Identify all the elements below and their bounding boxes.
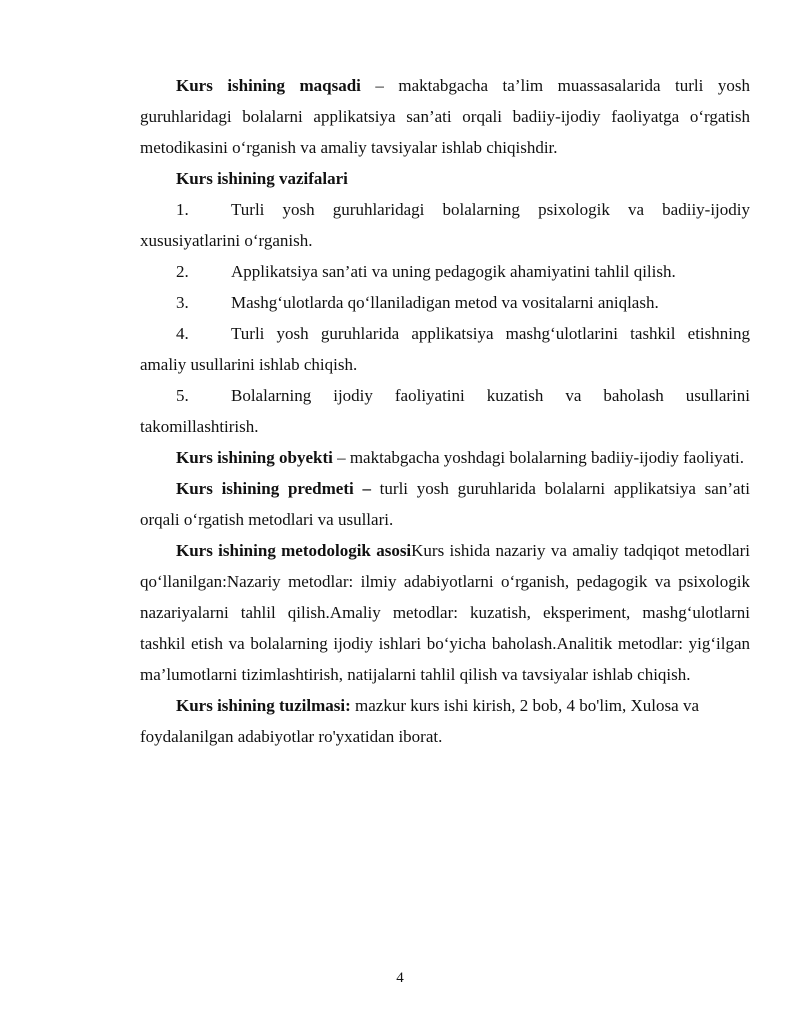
task-text: Applikatsiya san’ati va uning pedagogik ahamiyatini tahlil qilish.: [231, 262, 676, 281]
paragraph-predmeti: [140, 473, 750, 535]
task-text: Turli yosh guruhlarida applikatsiya mashg‘ulotlarini tashkil etishning amaliy usullarini ishlab chiqish.: [140, 324, 750, 374]
paragraph-obyekti: [140, 442, 750, 473]
obyekti-heading: Kurs ishining obyekti: [176, 448, 333, 467]
metodologik-text: Kurs ishida nazariy va amaliy tadqiqot metodlari qo‘llanilgan:Nazariy metodlar: ilmiy adabiyotlarni o‘rganish, pedagogik va psixologik nazariyalarni tahlil qilish.Amaliy metodlar: kuzatish, eksperiment, mashg‘ulotlarni tashkil etish va bolalarning ijodiy ishlari bo‘yicha baholash.Analitik metodlar: yig‘ilgan ma’lumotlarni tizimlashtirish, natijalarni tahlil qilish va tavsiyalar ishlab chiqish.: [140, 541, 750, 684]
document-body: [140, 70, 750, 752]
paragraph-tuzilmasi: [140, 690, 750, 752]
task-text: Bolalarning ijodiy faoliyatini kuzatish va baholash usullarini takomillashtirish.: [140, 386, 750, 436]
task-item: [140, 194, 750, 256]
paragraph-vazifalari: [140, 163, 750, 194]
vazifalari-heading: Kurs ishining vazifalari: [176, 169, 348, 188]
obyekti-text: – maktabgacha yoshdagi bolalarning badiiy-ijodiy faoliyati.: [332, 448, 745, 467]
task-text: Mashg‘ulotlarda qo‘llaniladigan metod va vositalarni aniqlash.: [231, 293, 659, 312]
metodologik-heading: Kurs ishining metodologik asosi: [176, 541, 412, 560]
tuzilmasi-text: mazkur kurs ishi kirish, 2 bob, 4 bo'lim, Xulosa va foydalanilgan adabiyotlar ro'yxatidan iborat.: [140, 696, 699, 746]
task-number: 1.: [176, 200, 189, 219]
paragraph-maqsadi: [140, 70, 750, 163]
task-number: 5.: [176, 386, 189, 405]
task-item: [140, 287, 750, 318]
paragraph-metodologik: [140, 535, 750, 690]
task-number: 4.: [176, 324, 189, 343]
task-text: Turli yosh guruhlaridagi bolalarning psixologik va badiiy-ijodiy xususiyatlarini o‘rganish.: [140, 200, 750, 250]
tuzilmasi-heading: Kurs ishining tuzilmasi:: [176, 696, 351, 715]
task-item: [140, 256, 750, 287]
task-item: [140, 380, 750, 442]
task-item: [140, 318, 750, 380]
predmeti-text: turli yosh guruhlarida bolalarni applikatsiya san’ati orqali o‘rgatish metodlari va usullari.: [140, 479, 750, 529]
maqsadi-text: – maktabgacha ta’lim muassasalarida turli yosh guruhlaridagi bolalarni applikatsiya san’ati orqali badiiy-ijodiy faoliyatga o‘rgatish metodikasini o‘rganish va amaliy tavsiyalar ishlab chiqishdir.: [140, 76, 750, 157]
predmeti-heading: Kurs ishining predmeti –: [176, 479, 371, 498]
task-number: 2.: [176, 262, 189, 281]
maqsadi-heading: Kurs ishining maqsadi: [176, 76, 361, 95]
task-number: 3.: [176, 293, 189, 312]
page-number: 4: [396, 970, 404, 986]
